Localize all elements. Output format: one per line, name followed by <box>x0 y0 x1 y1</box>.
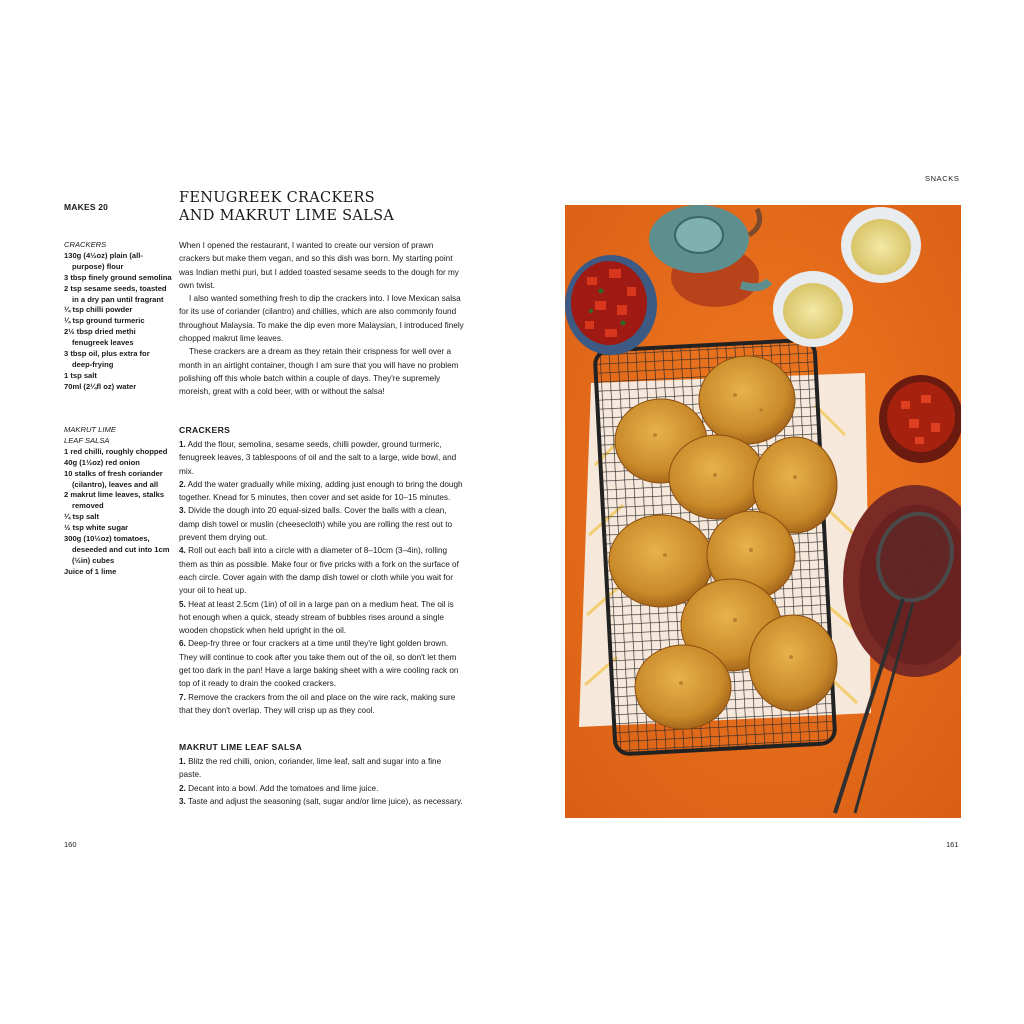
method-salsa-heading: MAKRUT LIME LEAF SALSA <box>179 742 303 752</box>
ingredient-item: 40g (1½oz) red onion <box>64 457 140 467</box>
recipe-title-line-1: FENUGREEK CRACKERS <box>179 190 375 206</box>
step-number: 3. <box>179 506 186 516</box>
method-step <box>179 478 464 505</box>
recipe-title-line-2: AND MAKRUT LIME SALSA <box>179 208 395 224</box>
method-step <box>179 544 464 597</box>
method-crackers-steps <box>179 438 464 717</box>
ingredient-item: 2½ tbsp dried methi fenugreek leaves <box>64 327 136 348</box>
ingredient-item: 3 tbsp finely ground semolina <box>64 272 172 282</box>
step-number: 2. <box>179 479 186 489</box>
step-text: Add the water gradually while mixing, adding just enough to bring the dough together. Knead for 5 minutes, then cover and set aside for 10–15 minutes. <box>179 479 463 503</box>
ingredients-salsa-heading-1: MAKRUT LIME <box>64 425 116 434</box>
intro-paragraph: I also wanted something fresh to dip the crackers into. I love Mexican salsa for its use of coriander (cilantro) and chillies, which are also commonly found throughout Malaysia. To make the dip even more Malaysian, I introduced finely chopped makrut lime leaves. <box>179 294 464 344</box>
intro-paragraph: When I opened the restaurant, I wanted to create our version of prawn crackers but make them vegan, and so this dish was born. My starting point was Indian methi puri, but I added toasted sesame seeds to the dough for my own twist. <box>179 241 459 290</box>
step-text: Remove the crackers from the oil and place on the wire rack, making sure that they don't overlap. They will crisp up as they cool. <box>179 692 456 715</box>
ingredient-item: ¼ tsp chilli powder <box>64 305 133 315</box>
step-text: Roll out each ball into a circle with a diameter of 8–10cm (3–4in), rolling them as thin as possible. Make four or five pricks with a fork on the surface of each circle. Cover again with the damp dish towel or cloth while you wait for your oil to heat up. <box>179 546 459 596</box>
step-number: 7. <box>179 692 186 702</box>
method-step <box>179 438 464 478</box>
step-number: 1. <box>179 440 186 449</box>
method-step <box>179 691 464 718</box>
method-step <box>179 795 464 808</box>
method-step <box>179 755 464 782</box>
section-label: SNACKS <box>925 174 960 183</box>
page-number-right: 161 <box>946 840 959 849</box>
ingredient-item: 2 makrut lime leaves, stalks removed <box>64 490 165 511</box>
method-salsa-steps <box>179 755 464 808</box>
step-number: 6. <box>179 639 186 649</box>
recipe-title <box>179 189 479 225</box>
ingredient-item: ¼ tsp salt <box>64 512 100 522</box>
page-number-left: 160 <box>64 840 77 849</box>
ingredient-item: 10 stalks of fresh coriander (cilantro), leaves and all <box>64 468 163 489</box>
ingredient-item: 1 red chilli, roughly chopped <box>64 446 168 456</box>
method-crackers-heading: CRACKERS <box>179 425 231 435</box>
ingredient-item: ¼ tsp ground turmeric <box>64 316 145 326</box>
step-text: Decant into a bowl. Add the tomatoes and lime juice. <box>188 783 379 793</box>
step-text: Blitz the red chilli, onion, coriander, lime leaf, salt and sugar into a fine paste. <box>179 757 442 780</box>
method-step <box>179 637 464 690</box>
makes-count: MAKES 20 <box>64 202 109 212</box>
method-step <box>179 504 464 544</box>
ingredient-list <box>64 251 172 393</box>
ingredient-item: 300g (10½oz) tomatoes, deseeded and cut into 1cm (½in) cubes <box>64 534 170 565</box>
step-number: 2. <box>179 783 186 793</box>
intro-paragraph: These crackers are a dream as they retain their crispness for well over a month in an airtight container, though I am sure that you will have no problem polishing off this whole batch within a couple of days. They're supremely moreish, great with a cold beer, with or without the salsa! <box>179 347 459 397</box>
step-number: 4. <box>179 546 186 556</box>
ingredients-crackers-heading: CRACKERS <box>64 240 107 249</box>
ingredients-crackers <box>64 240 172 393</box>
ingredient-item: 2 tsp sesame seeds, toasted in a dry pan until fragrant <box>64 283 167 304</box>
step-number: 5. <box>179 599 186 609</box>
method-step <box>179 782 464 795</box>
step-text: Heat at least 2.5cm (1in) of oil in a large pan on a medium heat. The oil is hot enough when a quick, steady stream of bubbles rises around a single wooden chopstick when held upright in the oil. <box>179 599 454 636</box>
step-text: Divide the dough into 20 equal-sized balls. Cover the balls with a clean, damp dish towel or muslin (cheesecloth) while you are rolling the rest out to prevent them drying out. <box>179 506 453 543</box>
method-step <box>179 598 464 638</box>
step-number: 1. <box>179 757 186 766</box>
ingredient-list <box>64 447 172 578</box>
ingredient-item: 130g (4½oz) plain (all-purpose) flour <box>64 250 143 271</box>
ingredient-item: 1 tsp salt <box>64 370 97 380</box>
recipe-intro <box>179 239 464 399</box>
food-photo <box>565 205 961 818</box>
step-text: Add the flour, semolina, sesame seeds, chilli powder, ground turmeric, fenugreek leaves, 3 tablespoons of oil and the salt to a large, wide bowl, and mix. <box>179 440 457 476</box>
ingredient-item: 70ml (2¼fl oz) water <box>64 381 137 391</box>
step-number: 3. <box>179 796 186 806</box>
ingredient-item: 3 tbsp oil, plus extra for deep-frying <box>64 349 150 369</box>
ingredients-salsa-heading-2: LEAF SALSA <box>64 435 110 445</box>
ingredient-item: ½ tsp white sugar <box>64 523 129 533</box>
step-text: Taste and adjust the seasoning (salt, sugar and/or lime juice), as necessary. <box>187 796 463 806</box>
food-photo-icon <box>565 205 961 818</box>
ingredient-item: Juice of 1 lime <box>64 566 117 576</box>
ingredients-salsa <box>64 425 172 578</box>
step-text: Deep-fry three or four crackers at a time until they're light golden brown. They will continue to cook after you take them out of the oil, so don't let them get too dark in the pan! Have a large baking sheet with a wire cooling rack on top of it ready to drain the cooked crackers. <box>179 639 459 689</box>
